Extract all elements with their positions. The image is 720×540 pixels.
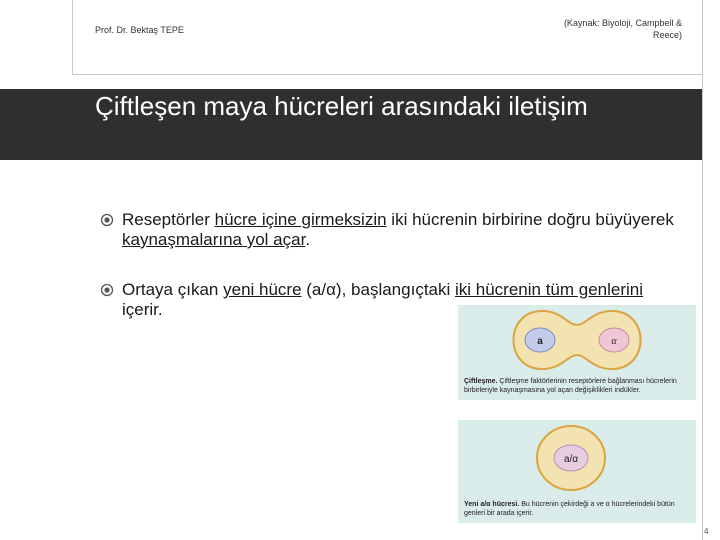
frame-line-right <box>702 0 703 540</box>
source-label: (Kaynak: Biyoloji, Campbell & Reece) <box>563 18 682 40</box>
fused-cell-label: a/α <box>563 454 579 465</box>
cell-a-label: a <box>537 336 543 347</box>
fused-cell-figure <box>458 420 696 523</box>
frame-line-left <box>72 0 73 75</box>
bullet-1 <box>100 210 680 250</box>
author-label: Prof. Dr. Bektaş TEPE <box>95 25 184 35</box>
bullet-1-text: Reseptörler hücre içine girmeksizin iki hücrenin birbirine doğru büyüyerek kaynaşmalarına yol açar. <box>122 210 674 249</box>
mating-figure <box>458 305 696 400</box>
mating-cells-illustration <box>458 305 696 375</box>
frame-line-top <box>72 74 702 75</box>
bullet-2-text: Ortaya çıkan yeni hücre (a/α), başlangıçtaki iki hücrenin tüm genlerini içerir. <box>122 280 644 319</box>
slide-title: Çiftleşen maya hücreleri arasındaki iletişim <box>95 91 588 121</box>
fused-cell-illustration <box>458 420 696 498</box>
cell-alpha-label: α <box>611 336 617 347</box>
bullet-circle-icon <box>100 282 114 302</box>
page-number: 4 <box>704 527 709 536</box>
mating-caption: Çiftleşme. Çiftleşme faktörlerinin reseptörlere bağlanması hücrelerin birbirleriyle kaynaşmasına yol açan değişiklikleri indükler. <box>464 378 677 394</box>
fused-caption: Yeni a/α hücresi. Bu hücrenin çekirdeği a ve α hücrelerindeki bütün genleri bir arada içerir. <box>464 501 675 517</box>
bullet-circle-icon <box>100 212 114 232</box>
